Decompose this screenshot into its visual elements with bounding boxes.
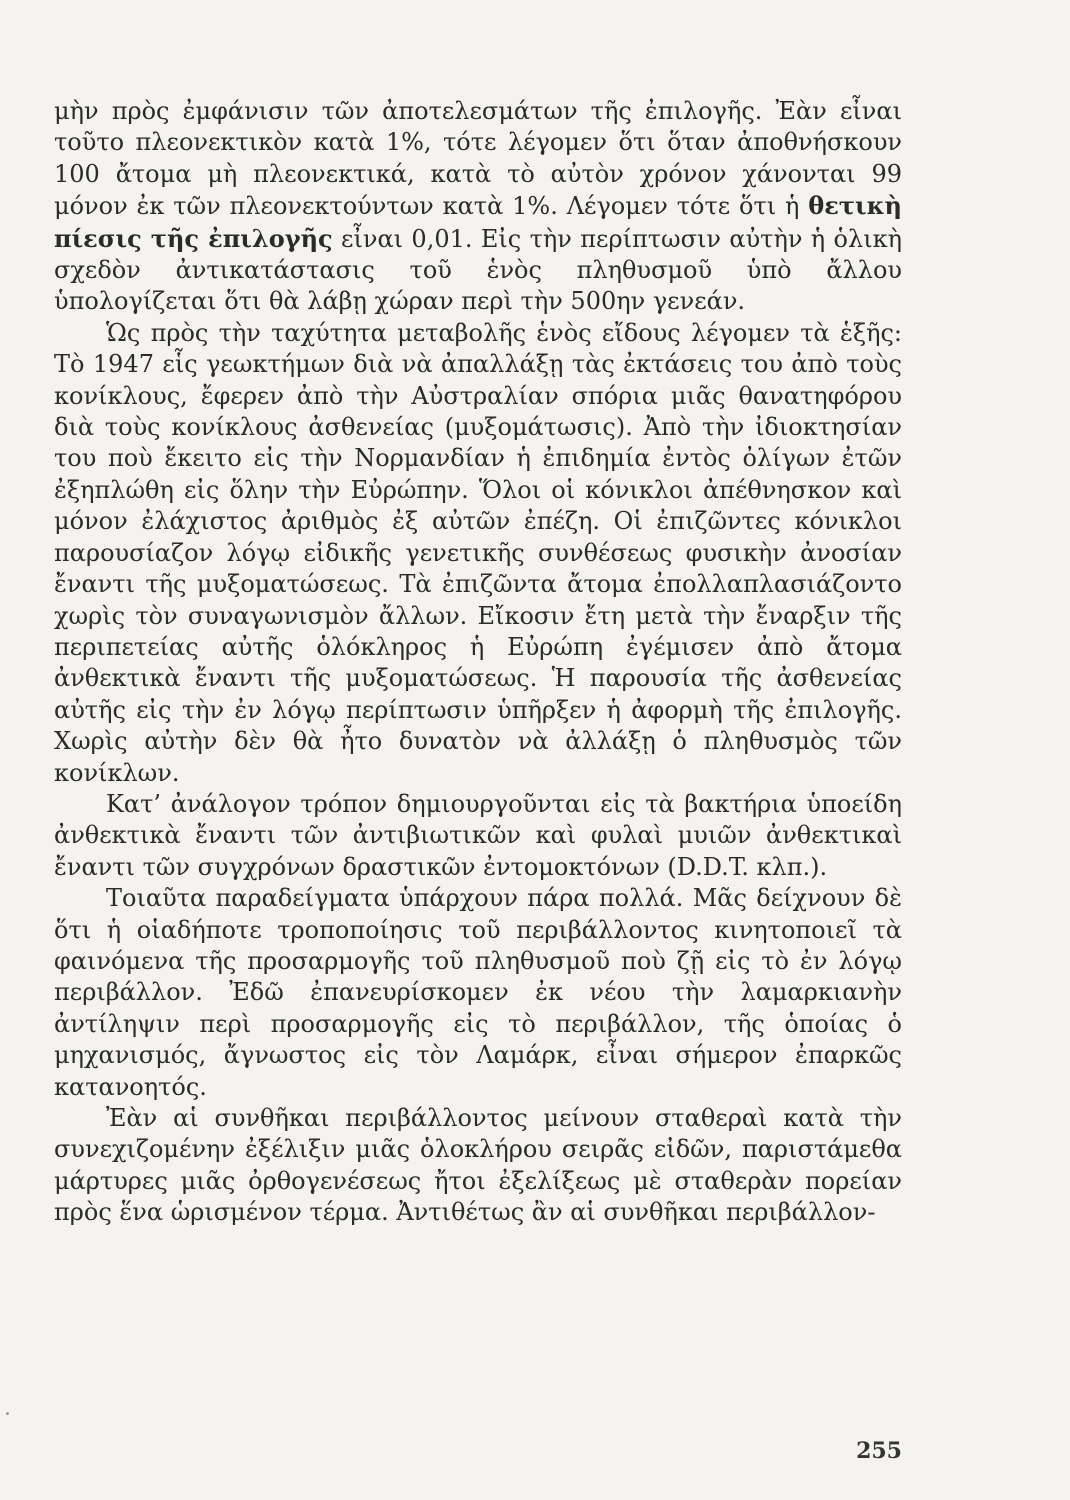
paragraph-1-start: μὴν πρὸς ἐμφάνισιν τῶν ἀποτελεσμάτων τῆς ἐπιλογῆς. Ἐὰν εἶναι τοῦτο πλεονεκτικὸν κατὰ 1%, τότε λέγομεν ὅτι ὅταν ἀποθνήσκουν 100 ἄτομα μὴ πλεονεκτικά, κατὰ τὸ αὐτὸν χρόνον χάνονται 99 μόνον ἐκ τῶν πλεονεκτούντων κατὰ 1%. Λέγομεν τότε ὅτι ἡ — [54, 97, 902, 221]
paragraph-3: Κατ’ ἀνάλογον τρόπον δημιουργοῦνται εἰς τὰ βακτήρια ὑποείδη ἀνθεκτικὰ ἔναντι τῶν ἀντιβιωτικῶν καὶ φυλαὶ μυιῶν ἀνθεκτικαὶ ἔναντι τῶν συγχρόνων δραστικῶν ἐντομοκτόνων (D.D.T. κλπ.). — [54, 789, 902, 881]
paper-speck — [6, 1412, 9, 1415]
paragraph-1 — [54, 96, 902, 318]
paragraph-4: Τοιαῦτα παραδείγματα ὑπάρχουν πάρα πολλά. Μᾶς δείχνουν δὲ ὅτι ἡ οἱαδήποτε τροποποίησις τοῦ περιβάλλοντος κινητοποιεῖ τὰ φαινόμενα τῆς προσαρμογῆς τοῦ πληθυσμοῦ ποὺ ζῇ εἰς τὸ ἐν λόγῳ περιβάλλον. Ἐδῶ ἐπανευρίσκομεν ἐκ νέου τὴν λαμαρκιανὴν ἀντίληψιν περὶ προσαρμογῆς εἰς τὸ περιβάλλον, τῆς ὁποίας ὁ μηχανισμός, ἄγνωστος εἰς τὸν Λαμάρκ, εἶναι σήμερον ἐπαρκῶς κατανοητός. — [54, 884, 902, 1101]
bold-term: θετικὴ πίεσις τῆς ἐπιλογῆς — [54, 191, 902, 253]
page-number: 255 — [856, 1438, 902, 1464]
paragraph-5: Ἐὰν αἱ συνθῆκαι περιβάλλοντος μείνουν σταθεραὶ κατὰ τὴν συνεχιζομένην ἐξέλιξιν μιᾶς ὁλοκλήρου σειρᾶς εἰδῶν, παριστάμεθα μάρτυρες μιᾶς ὀρθογενέσεως ἤτοι ἐξελίξεως μὲ σταθερὰν πορείαν πρὸς ἕνα ὡρισμένον τέρμα. Ἀντιθέτως ἂν αἱ συνθῆκαι περιβάλλον- — [54, 1104, 902, 1227]
paragraph-1-end: εἶναι 0,01. Εἰς τὴν περίπτωσιν αὐτὴν ἡ ὁλικὴ σχεδὸν ἀντικατάστασις τοῦ ἑνὸς πληθυσμοῦ ὑπὸ ἄλλου ὑπολογίζεται ὅτι θὰ λάβῃ χώραν περὶ τὴν 500ην γενεάν. — [54, 224, 902, 316]
body-text — [54, 96, 902, 1229]
paragraph-2: Ὡς πρὸς τὴν ταχύτητα μεταβολῆς ἑνὸς εἴδους λέγομεν τὰ ἑξῆς: Τὸ 1947 εἷς γεωκτήμων διὰ νὰ ἀπαλλάξῃ τὰς ἐκτάσεις του ἀπὸ τοὺς κονίκλους, ἔφερεν ἀπὸ τὴν Αὐστραλίαν σπόρια μιᾶς θανατηφόρου διὰ τοὺς κονίκλους ἀσθενείας (μυξομάτωσις). Ἀπὸ τὴν ἰδιοκτησίαν του ποὺ ἔκειτο εἰς τὴν Νορμανδίαν ἡ ἐπιδημία ἐντὸς ὀλίγων ἐτῶν ἐξηπλώθη εἰς ὅλην τὴν Εὐρώπην. Ὅλοι οἱ κόνικλοι ἀπέθνησκον καὶ μόνον ἐλάχιστος ἀριθμὸς ἐξ αὐτῶν ἐπέζη. Οἱ ἐπιζῶντες κόνικλοι παρουσίαζον λόγῳ εἰδικῆς γενετικῆς συνθέσεως φυσικὴν ἀνοσίαν ἔναντι τῆς μυξοματώσεως. Τὰ ἐπιζῶντα ἄτομα ἐπολλαπλασιάζοντο χωρὶς τὸν συναγωνισμὸν ἄλλων. Εἴκοσιν ἔτη μετὰ τὴν ἔναρξιν τῆς περιπετείας αὐτῆς ὁλόκληρος ἡ Εὐρώπη ἐγέμισεν ἀπὸ ἄτομα ἀνθεκτικὰ ἔναντι τῆς μυξοματώσεως. Ἡ παρουσία τῆς ἀσθενείας αὐτῆς εἰς τὴν ἐν λόγῳ περίπτωσιν ὑπῆρξεν ἡ ἀφορμὴ τῆς ἐπιλογῆς. Χωρὶς αὐτὴν δὲν θὰ ἦτο δυνατὸν νὰ ἀλλάξῃ ὁ πληθυσμὸς τῶν κονίκλων. — [54, 318, 902, 787]
